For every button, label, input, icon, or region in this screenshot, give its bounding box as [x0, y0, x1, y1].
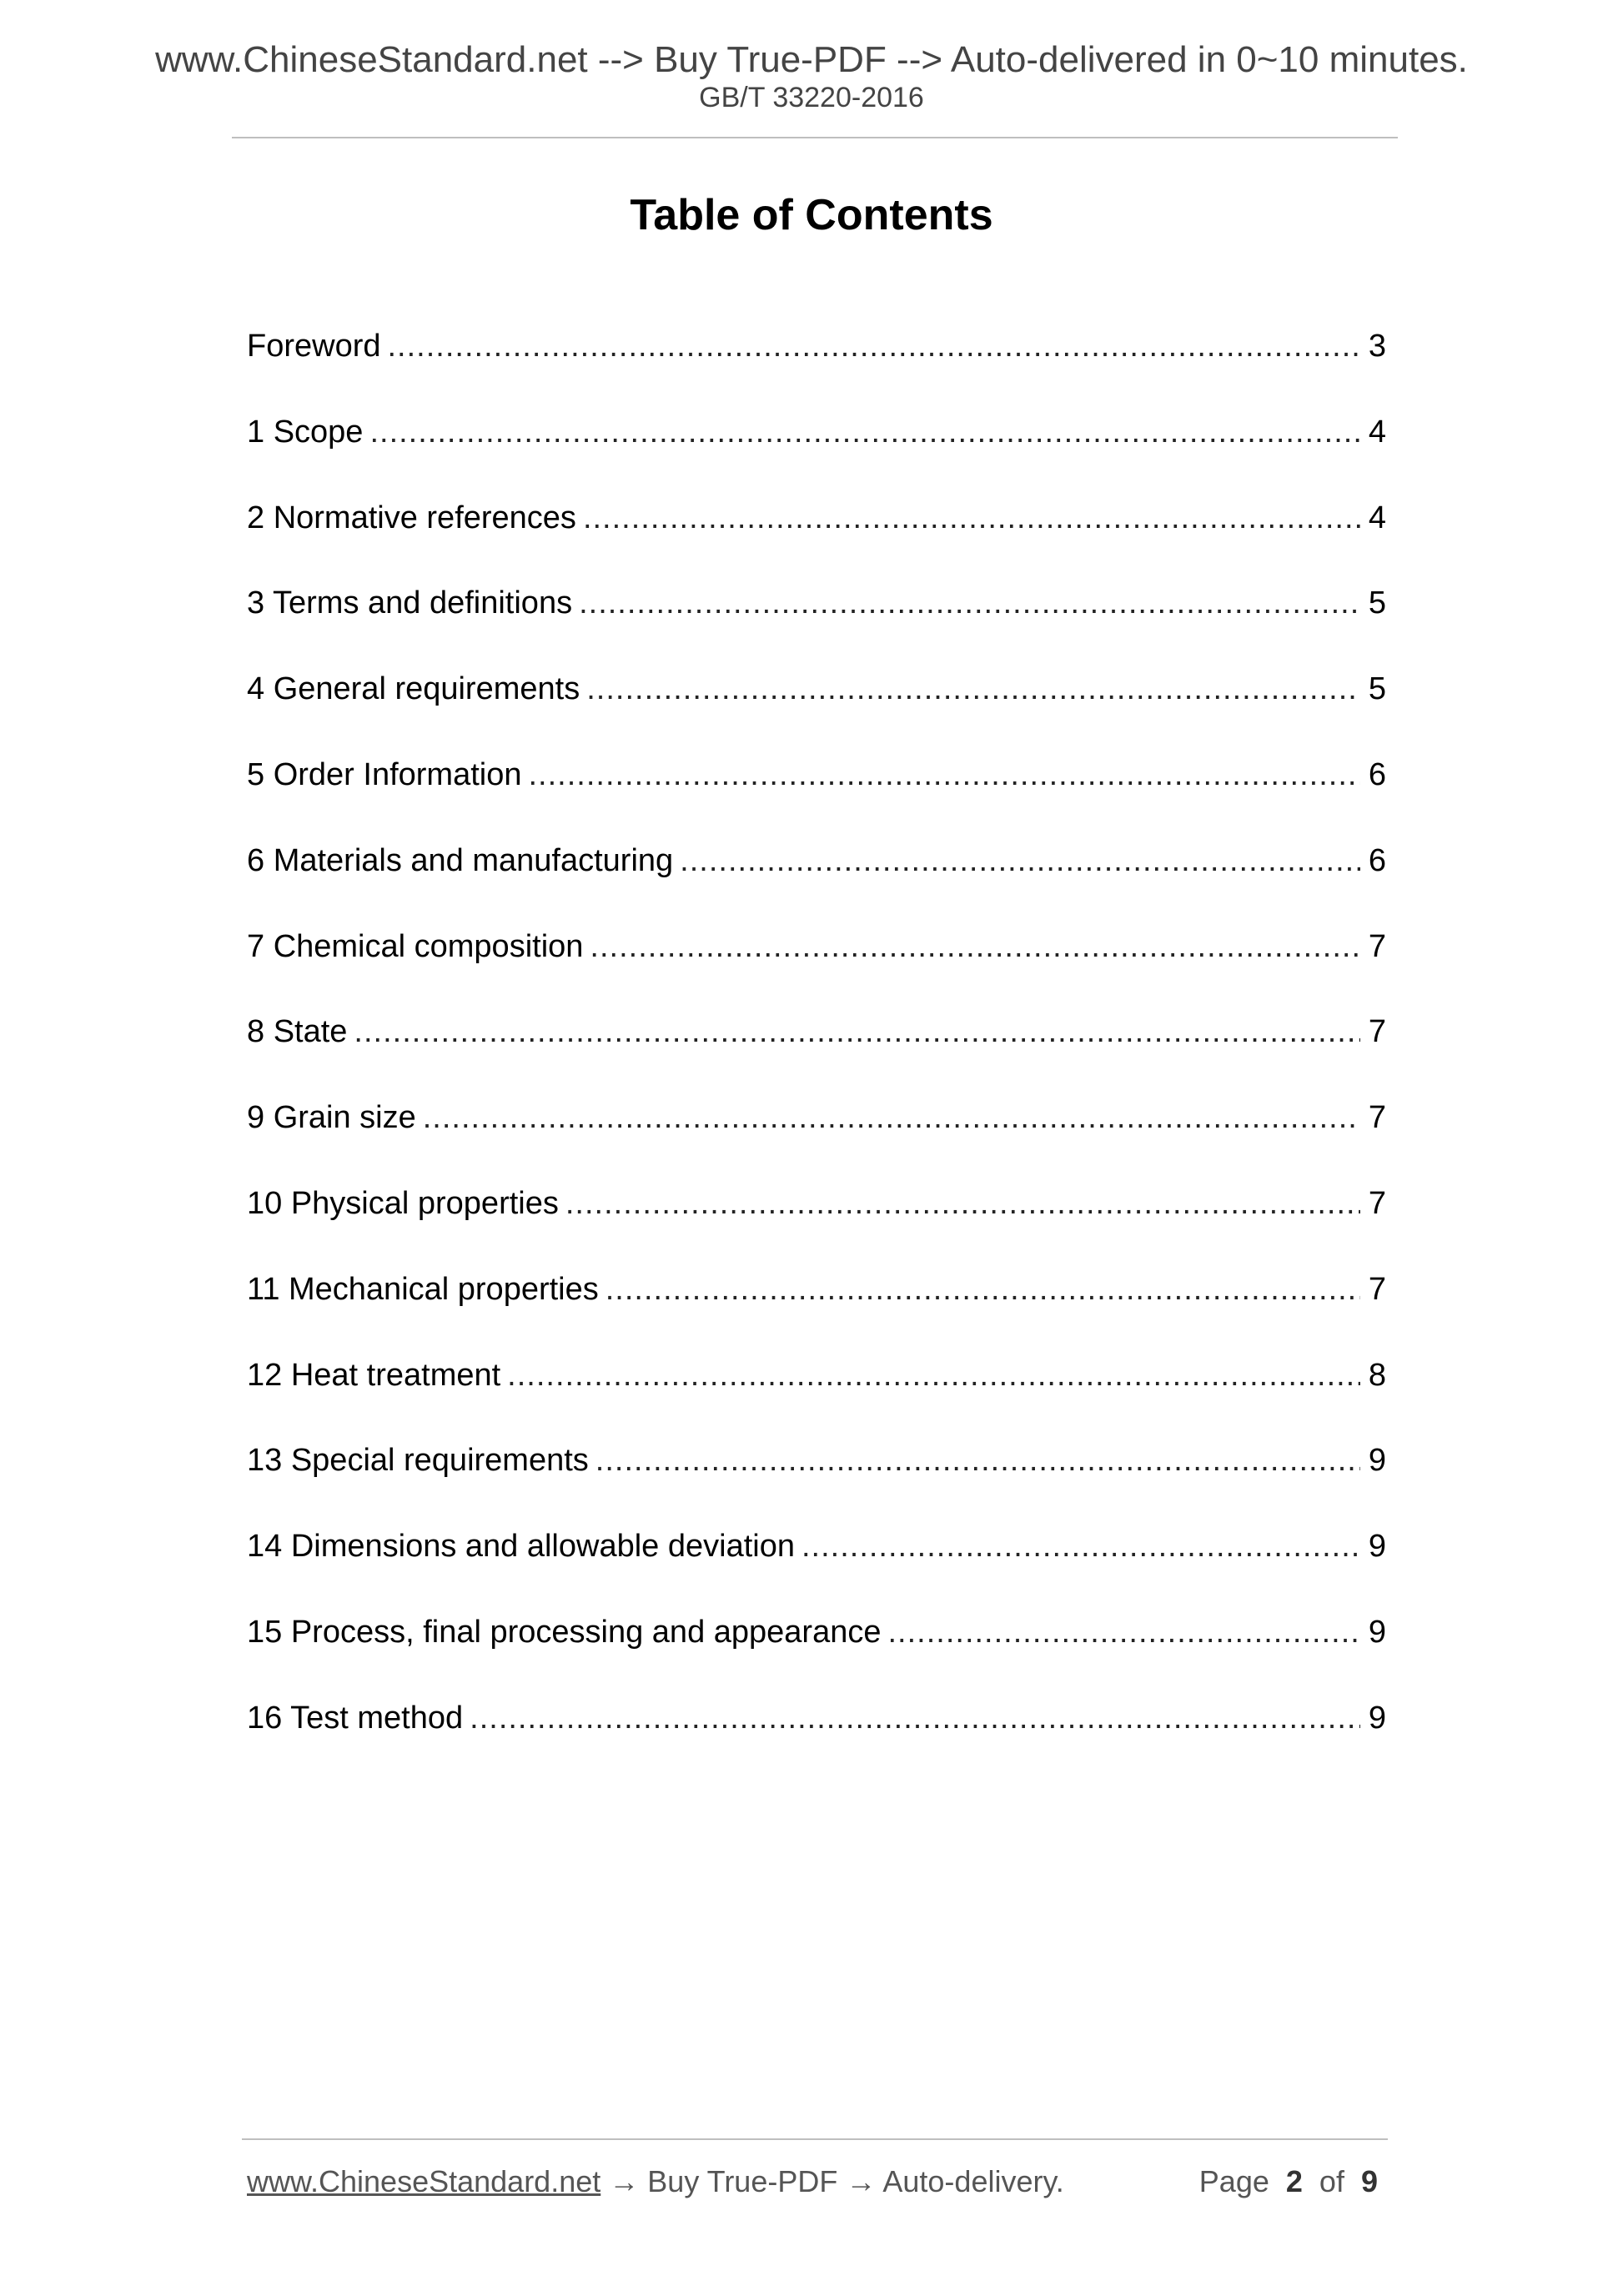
toc-entry-label: 11 Mechanical properties — [247, 1271, 599, 1307]
footer-promo — [247, 2163, 1064, 2199]
toc-entry-page: 7 — [1368, 1271, 1386, 1307]
toc-entry-label: 7 Chemical composition — [247, 928, 584, 964]
toc-entry-heat-treatment[interactable] — [247, 1353, 1386, 1439]
arrow-right-icon: → — [609, 2164, 640, 2198]
dot-leader — [423, 1095, 1360, 1140]
arrow-right-icon: → — [846, 2164, 877, 2198]
toc-entry-label: 14 Dimensions and allowable deviation — [247, 1529, 795, 1565]
toc-entry-page: 5 — [1368, 585, 1386, 621]
dot-leader — [586, 666, 1360, 711]
toc-entry-label: 1 Scope — [247, 414, 364, 450]
toc-entry-label: 8 State — [247, 1014, 348, 1050]
toc-entry-label: 9 Grain size — [247, 1100, 416, 1136]
dot-leader — [528, 752, 1359, 797]
page-indicator — [1168, 2163, 1378, 2199]
toc-title: Table of Contents — [630, 191, 993, 239]
toc-entry-page: 7 — [1368, 1185, 1386, 1221]
toc-entry-label: 13 Special requirements — [247, 1443, 589, 1479]
dot-leader — [887, 1610, 1359, 1655]
page-word: Page — [1198, 2164, 1269, 2198]
toc-entry-test-method[interactable] — [247, 1696, 1386, 1781]
toc-entry-page: 9 — [1368, 1700, 1386, 1736]
toc-entry-grain-size[interactable] — [247, 1095, 1386, 1181]
toc-entry-page: 4 — [1368, 500, 1386, 535]
toc-entry-page: 8 — [1368, 1357, 1386, 1393]
dot-leader — [590, 924, 1359, 969]
toc-entry-order-information[interactable] — [247, 752, 1386, 838]
total-pages-number: 9 — [1360, 2164, 1378, 2198]
footer-divider — [242, 2138, 1388, 2140]
toc-entry-page: 7 — [1368, 1014, 1386, 1050]
footer-buy-text: Buy True-PDF — [647, 2164, 838, 2198]
toc-entry-label: 10 Physical properties — [247, 1185, 559, 1221]
toc-entry-normative-references[interactable] — [247, 495, 1386, 581]
toc-entry-terms-and-definitions[interactable] — [247, 580, 1386, 666]
toc-entry-page: 3 — [1368, 329, 1386, 364]
toc-entry-scope[interactable] — [247, 409, 1386, 495]
footer-delivery-text: Auto-delivery. — [882, 2164, 1064, 2198]
toc-entry-special-requirements[interactable] — [247, 1438, 1386, 1524]
toc-list — [247, 324, 1386, 1781]
dot-leader — [369, 409, 1359, 455]
toc-entry-process-final-processing-and-appearance[interactable] — [247, 1610, 1386, 1696]
toc-entry-general-requirements[interactable] — [247, 666, 1386, 752]
toc-entry-page: 9 — [1368, 1443, 1386, 1479]
toc-entry-foreword[interactable] — [247, 324, 1386, 409]
toc-entry-page: 7 — [1368, 1100, 1386, 1136]
toc-entry-label: 15 Process, final processing and appearance — [247, 1614, 882, 1650]
toc-entry-label: 6 Materials and manufacturing — [247, 842, 674, 878]
dot-leader — [595, 1438, 1360, 1483]
of-word: of — [1319, 2164, 1344, 2198]
toc-entry-label: 5 Order Information — [247, 756, 522, 792]
dot-leader — [801, 1524, 1360, 1569]
header-divider — [232, 137, 1398, 138]
toc-entry-materials-and-manufacturing[interactable] — [247, 838, 1386, 924]
dot-leader — [565, 1181, 1360, 1226]
toc-entry-chemical-composition[interactable] — [247, 924, 1386, 1010]
header-banner: www.ChineseStandard.net --> Buy True-PDF --> Auto-delivered in 0~10 minutes. — [155, 39, 1468, 80]
toc-entry-page: 9 — [1368, 1614, 1386, 1650]
toc-entry-page: 6 — [1368, 842, 1386, 878]
toc-entry-label: 2 Normative references — [247, 500, 576, 535]
dot-leader — [470, 1696, 1360, 1741]
dot-leader — [605, 1267, 1360, 1312]
toc-entry-page: 6 — [1368, 756, 1386, 792]
dot-leader — [388, 324, 1360, 369]
toc-entry-page: 9 — [1368, 1529, 1386, 1565]
toc-entry-dimensions-and-allowable-deviation[interactable] — [247, 1524, 1386, 1610]
dot-leader — [354, 1009, 1359, 1054]
document-code: GB/T 33220-2016 — [699, 82, 924, 113]
toc-entry-label: 16 Test method — [247, 1700, 464, 1736]
toc-entry-label: 3 Terms and definitions — [247, 585, 573, 621]
chinesestandard-link[interactable]: www.ChineseStandard.net — [247, 2164, 601, 2198]
toc-entry-page: 4 — [1368, 414, 1386, 450]
toc-entry-state[interactable] — [247, 1009, 1386, 1095]
toc-entry-label: Foreword — [247, 329, 381, 364]
toc-entry-mechanical-properties[interactable] — [247, 1267, 1386, 1353]
current-page-number: 2 — [1285, 2164, 1303, 2198]
toc-entry-label: 4 General requirements — [247, 671, 580, 707]
toc-entry-page: 5 — [1368, 671, 1386, 707]
dot-leader — [507, 1353, 1360, 1398]
dot-leader — [583, 495, 1360, 540]
dot-leader — [680, 838, 1360, 883]
toc-entry-page: 7 — [1368, 928, 1386, 964]
dot-leader — [579, 580, 1360, 625]
toc-entry-label: 12 Heat treatment — [247, 1357, 501, 1393]
toc-entry-physical-properties[interactable] — [247, 1181, 1386, 1267]
